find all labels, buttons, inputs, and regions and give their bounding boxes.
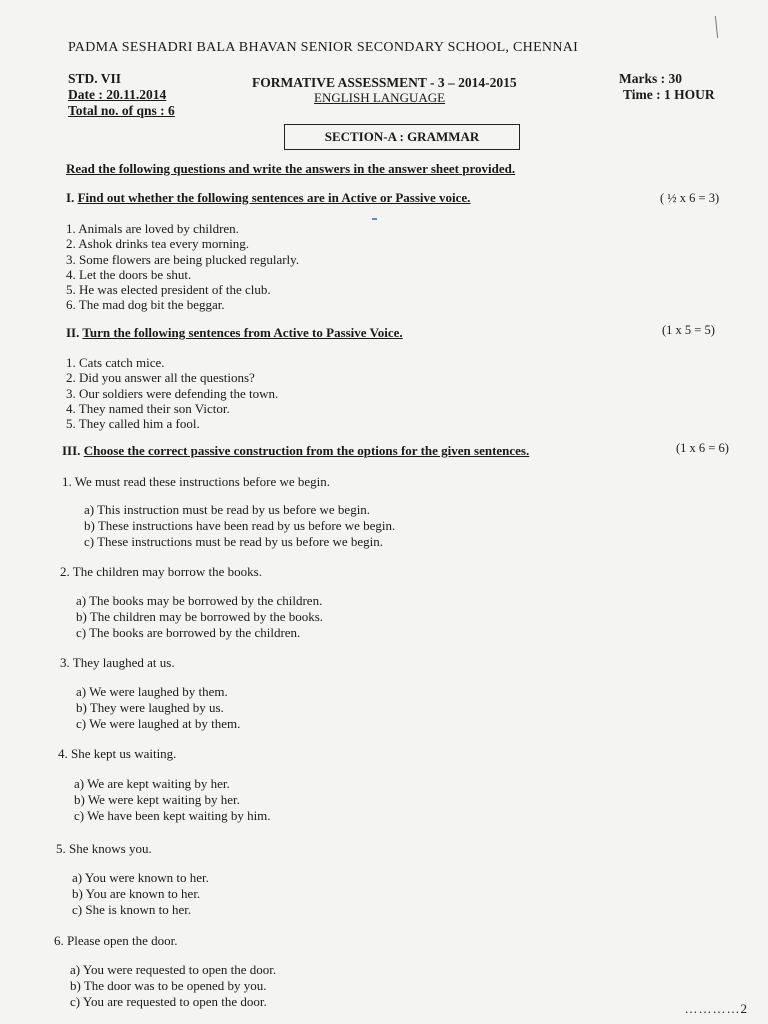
option-c: c) We were laughed at by them. bbox=[76, 716, 241, 731]
q1-marks: ( ½ x 6 = 3) bbox=[660, 191, 720, 205]
option-b: b) These instructions have been read by us before we begin. bbox=[84, 518, 396, 533]
option-a: a) We were laughed by them. bbox=[76, 684, 228, 699]
page-continuation: …………2 bbox=[684, 1001, 748, 1016]
option-c: c) We have been kept waiting by him. bbox=[74, 808, 271, 823]
mcq-options bbox=[76, 593, 323, 641]
q3-heading bbox=[62, 443, 529, 459]
q3-title: Choose the correct passive construction from the options for the given sentences. bbox=[83, 443, 530, 458]
pen-mark bbox=[715, 16, 718, 38]
q2-heading bbox=[66, 325, 403, 341]
school-name: PADMA SESHADRI BALA BHAVAN SENIOR SECONDARY SCHOOL, CHENNAI bbox=[68, 40, 579, 55]
q1-title: Find out whether the following sentences are in Active or Passive voice. bbox=[77, 190, 471, 205]
section-title-box bbox=[284, 124, 520, 150]
option-b: b) You are known to her. bbox=[72, 886, 201, 901]
q2-marks: (1 x 5 = 5) bbox=[662, 323, 715, 337]
total-questions: Total no. of qns : 6 bbox=[68, 103, 175, 118]
option-a: a) The books may be borrowed by the children. bbox=[76, 593, 323, 608]
section-title: SECTION-A : GRAMMAR bbox=[324, 129, 480, 144]
option-a: a) You were requested to open the door. bbox=[70, 962, 277, 977]
mcq-question: 6. Please open the door. bbox=[54, 933, 178, 948]
list-item: 2. Ashok drinks tea every morning. bbox=[66, 236, 250, 252]
list-item: 1. Cats catch mice. bbox=[66, 355, 165, 370]
instruction: Read the following questions and write the answers in the answer sheet provided. bbox=[66, 161, 516, 176]
list-item: 5. He was elected president of the club. bbox=[66, 282, 271, 298]
option-a: a) This instruction must be read by us before we begin. bbox=[84, 502, 371, 517]
mcq-question: 1. We must read these instructions before we begin. bbox=[62, 474, 331, 489]
list-item: 4. Let the doors be shut. bbox=[66, 266, 192, 282]
mcq-options bbox=[74, 776, 271, 824]
option-b: b) They were laughed by us. bbox=[76, 700, 224, 715]
q2-title: Turn the following sentences from Active to Passive Voice. bbox=[82, 325, 403, 340]
marks-total: Marks : 30 bbox=[619, 71, 682, 86]
q1-number: I. bbox=[66, 190, 75, 205]
assessment-title: FORMATIVE ASSESSMENT - 3 – 2014-2015 bbox=[252, 75, 517, 90]
option-a: a) You were known to her. bbox=[72, 870, 209, 885]
list-item: 3. Our soldiers were defending the town. bbox=[66, 385, 279, 401]
mcq-question: 4. She kept us waiting. bbox=[58, 746, 177, 761]
mcq-options bbox=[84, 502, 395, 550]
list-item: 4. They named their son Victor. bbox=[66, 400, 230, 416]
mcq-question: 2. The children may borrow the books. bbox=[60, 564, 262, 579]
option-b: b) We were kept waiting by her. bbox=[74, 792, 240, 807]
option-b: b) The door was to be opened by you. bbox=[70, 978, 267, 993]
q1-heading bbox=[66, 190, 470, 206]
list-item: 3. Some flowers are being plucked regularly. bbox=[66, 251, 300, 267]
mcq-options bbox=[72, 870, 209, 918]
exam-date: Date : 20.11.2014 bbox=[68, 87, 167, 102]
mcq-options bbox=[76, 684, 240, 732]
subject-title: ENGLISH LANGUAGE bbox=[314, 90, 446, 105]
ink-dot bbox=[372, 218, 377, 220]
q3-marks: (1 x 6 = 6) bbox=[676, 441, 729, 455]
list-item: 2. Did you answer all the questions? bbox=[66, 370, 255, 386]
option-c: c) She is known to her. bbox=[72, 902, 192, 917]
mcq-question: 5. She knows you. bbox=[56, 841, 152, 856]
list-item: 6. The mad dog bit the beggar. bbox=[66, 297, 225, 313]
q3-number: III. bbox=[62, 443, 81, 458]
option-a: a) We are kept waiting by her. bbox=[74, 776, 230, 791]
time-allowed: Time : 1 HOUR bbox=[623, 87, 715, 102]
option-c: c) These instructions must be read by us before we begin. bbox=[84, 534, 384, 549]
q1-list bbox=[66, 221, 299, 313]
list-item: 1. Animals are loved by children. bbox=[66, 221, 239, 236]
mcq-options bbox=[70, 962, 276, 1010]
option-c: c) You are requested to open the door. bbox=[70, 994, 267, 1009]
standard: STD. VII bbox=[68, 71, 122, 86]
mcq-question: 3. They laughed at us. bbox=[60, 655, 175, 670]
q2-list bbox=[66, 355, 278, 431]
list-item: 5. They called him a fool. bbox=[66, 416, 200, 432]
option-b: b) The children may be borrowed by the books. bbox=[76, 609, 324, 624]
q2-number: II. bbox=[66, 325, 80, 340]
option-c: c) The books are borrowed by the children. bbox=[76, 625, 301, 640]
